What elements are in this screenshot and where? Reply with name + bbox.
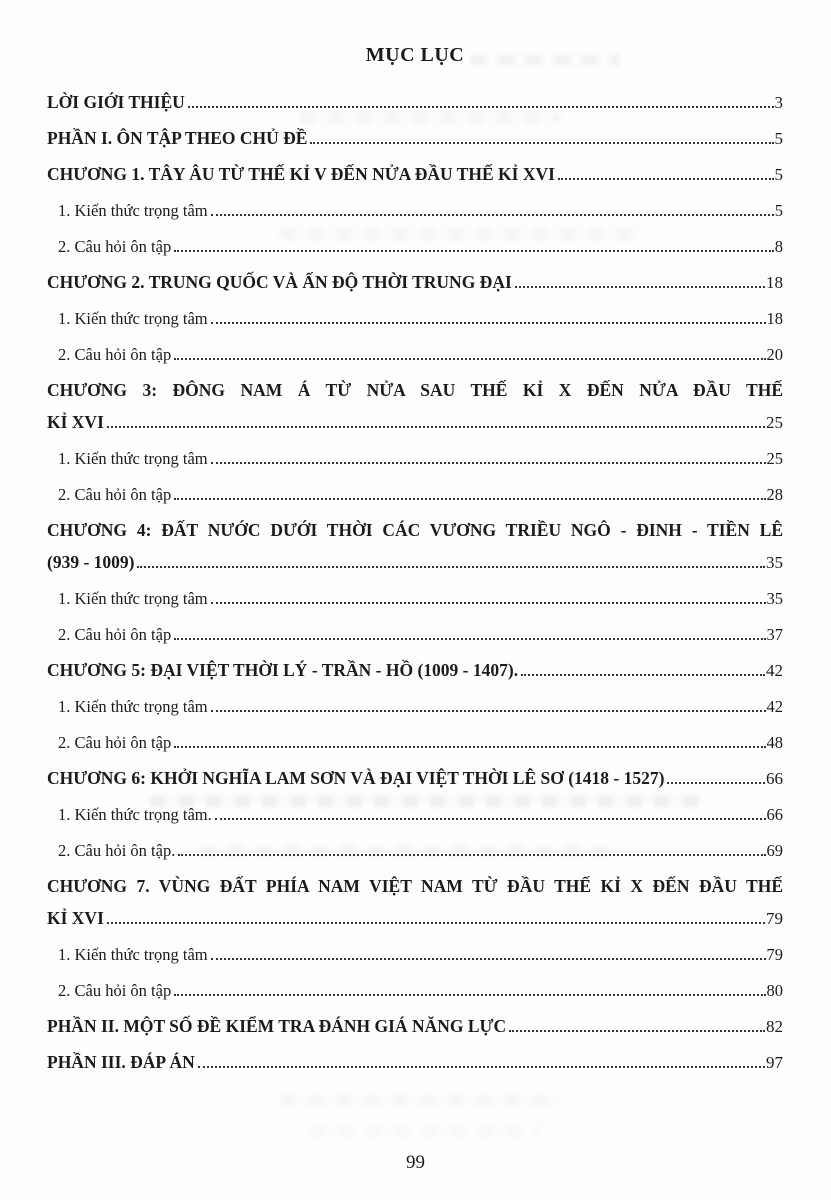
toc-entry-page: 69 [766, 841, 783, 860]
toc-entry-wrap-line: CHƯƠNG 3: ĐÔNG NAM Á TỪ NỬA SAU THẾ KỈ X ĐẾN NỬA ĐẦU THẾ [47, 380, 783, 400]
toc-entry-page: 5 [774, 129, 783, 148]
toc-entry-row [47, 979, 783, 1002]
toc-entry-label: CHƯƠNG 6: KHỞI NGHĨA LAM SƠN VÀ ĐẠI VIỆT THỜI LÊ SƠ (1418 - 1527) [47, 768, 665, 788]
dot-leader [107, 922, 765, 924]
toc-entry-label: 2. Câu hỏi ôn tập [58, 981, 172, 1000]
toc-entry-wrap-line: CHƯƠNG 7. VÙNG ĐẤT PHÍA NAM VIỆT NAM TỪ ĐẦU THẾ KỈ X ĐẾN ĐẦU THẾ [47, 876, 783, 896]
toc-entry-label: 2. Câu hỏi ôn tập [58, 733, 172, 752]
bleed-through-artifact [310, 1125, 540, 1137]
toc-entry-label: KỈ XVI [47, 412, 104, 432]
toc-entry-label: 1. Kiến thức trọng tâm. [58, 805, 212, 824]
dot-leader [310, 142, 773, 144]
toc-entry-row [47, 943, 783, 966]
toc-entry-label: CHƯƠNG 5: ĐẠI VIỆT THỜI LÝ - TRẦN - HỒ (1009 - 1407). [47, 660, 519, 680]
toc-list [47, 91, 783, 1074]
dot-leader [211, 958, 766, 960]
toc-entry-page: 5 [774, 165, 783, 184]
dot-leader [107, 426, 765, 428]
dot-leader [198, 1066, 765, 1068]
toc-entry-page: 25 [766, 413, 783, 432]
toc-entry-page: 42 [766, 697, 783, 716]
toc-entry-row [47, 91, 783, 114]
toc-entry-label: 2. Câu hỏi ôn tập [58, 237, 172, 256]
toc-entry-label: 2. Câu hỏi ôn tập [58, 345, 172, 364]
toc-entry-row [47, 659, 783, 682]
toc-entry-page: 20 [766, 345, 783, 364]
toc-entry-label: CHƯƠNG 2. TRUNG QUỐC VÀ ẤN ĐỘ THỜI TRUNG ĐẠI [47, 272, 512, 292]
toc-entry-page: 18 [766, 273, 783, 292]
dot-leader [137, 566, 765, 568]
dot-leader [174, 638, 765, 640]
toc-entry-page: 82 [766, 1017, 783, 1036]
dot-leader [174, 746, 765, 748]
toc-entry-page: 3 [774, 93, 783, 112]
toc-entry-page: 28 [766, 485, 783, 504]
toc-entry-label: 2. Câu hỏi ôn tập [58, 485, 172, 504]
toc-entry-label: (939 - 1009) [47, 552, 135, 572]
dot-leader [211, 710, 766, 712]
dot-leader [211, 602, 766, 604]
toc-entry-row [47, 163, 783, 186]
dot-leader [667, 782, 765, 784]
toc-entry-row [47, 447, 783, 470]
dot-leader [178, 854, 765, 856]
toc-entry-row [47, 695, 783, 718]
bleed-through-artifact [280, 1095, 560, 1107]
dot-leader [521, 674, 765, 676]
dot-leader [211, 462, 766, 464]
dot-leader [211, 214, 774, 216]
toc-entry-label: CHƯƠNG 1. TÂY ÂU TỪ THẾ KỈ V ĐẾN NỬA ĐẦU THẾ KỈ XVI [47, 164, 555, 184]
toc-entry-label: 1. Kiến thức trọng tâm [58, 309, 208, 328]
toc-entry-page: 80 [766, 981, 783, 1000]
toc-entry-label: PHẦN II. MỘT SỐ ĐỀ KIỂM TRA ĐÁNH GIÁ NĂNG LỰC [47, 1016, 507, 1036]
toc-entry-page: 42 [766, 661, 783, 680]
toc-entry-row [47, 199, 783, 222]
toc-entry-page: 5 [774, 201, 783, 220]
toc-entry-row [47, 411, 783, 434]
toc-entry-page: 97 [766, 1053, 783, 1072]
toc-entry-label: PHẦN III. ĐÁP ÁN [47, 1052, 195, 1072]
toc-entry-page: 8 [774, 237, 783, 256]
toc-entry-row [47, 767, 783, 790]
toc-entry-page: 18 [766, 309, 783, 328]
toc-entry-row [47, 127, 783, 150]
toc-entry-row [47, 907, 783, 930]
dot-leader [174, 358, 765, 360]
toc-entry-page: 79 [766, 945, 783, 964]
toc-entry-row [47, 343, 783, 366]
toc-entry-row [47, 307, 783, 330]
toc-entry-label: 1. Kiến thức trọng tâm [58, 589, 208, 608]
toc-entry-row [47, 1051, 783, 1074]
toc-entry-label: 2. Câu hỏi ôn tập. [58, 841, 176, 860]
toc-entry-wrap-line: CHƯƠNG 4: ĐẤT NƯỚC DƯỚI THỜI CÁC VƯƠNG TRIỀU NGÔ - ĐINH - TIỀN LÊ [47, 520, 783, 540]
toc-entry-row [47, 235, 783, 258]
toc-entry-row [47, 623, 783, 646]
toc-entry-page: 66 [766, 805, 783, 824]
toc-entry-label: 1. Kiến thức trọng tâm [58, 201, 208, 220]
toc-entry-page: 37 [766, 625, 783, 644]
toc-entry-row [47, 839, 783, 862]
toc-entry-label: 1. Kiến thức trọng tâm [58, 449, 208, 468]
dot-leader [215, 818, 766, 820]
toc-entry-label: 1. Kiến thức trọng tâm [58, 697, 208, 716]
dot-leader [174, 994, 765, 996]
toc-entry-label: KỈ XVI [47, 908, 104, 928]
toc-entry-page: 48 [766, 733, 783, 752]
toc-entry-row [47, 551, 783, 574]
dot-leader [174, 498, 765, 500]
dot-leader [188, 106, 774, 108]
dot-leader [509, 1030, 765, 1032]
toc-entry-page: 25 [766, 449, 783, 468]
toc-entry-label: 1. Kiến thức trọng tâm [58, 945, 208, 964]
toc-entry-page: 35 [766, 553, 783, 572]
toc-entry-row [47, 731, 783, 754]
dot-leader [515, 286, 765, 288]
toc-entry-row [47, 1015, 783, 1038]
footer-page-number: 99 [406, 1152, 425, 1173]
toc-entry-row [47, 587, 783, 610]
dot-leader [558, 178, 774, 180]
dot-leader [211, 322, 766, 324]
toc-entry-row [47, 483, 783, 506]
page-title: MỤC LỤC [365, 44, 465, 66]
toc-entry-page: 66 [766, 769, 783, 788]
toc-entry-label: 2. Câu hỏi ôn tập [58, 625, 172, 644]
toc-entry-label: PHẦN I. ÔN TẬP THEO CHỦ ĐỀ [47, 128, 308, 148]
toc-entry-row [47, 271, 783, 294]
toc-entry-page: 79 [766, 909, 783, 928]
toc-entry-page: 35 [766, 589, 783, 608]
toc-entry-label: LỜI GIỚI THIỆU [47, 92, 185, 112]
toc-entry-row [47, 803, 783, 826]
dot-leader [174, 250, 774, 252]
